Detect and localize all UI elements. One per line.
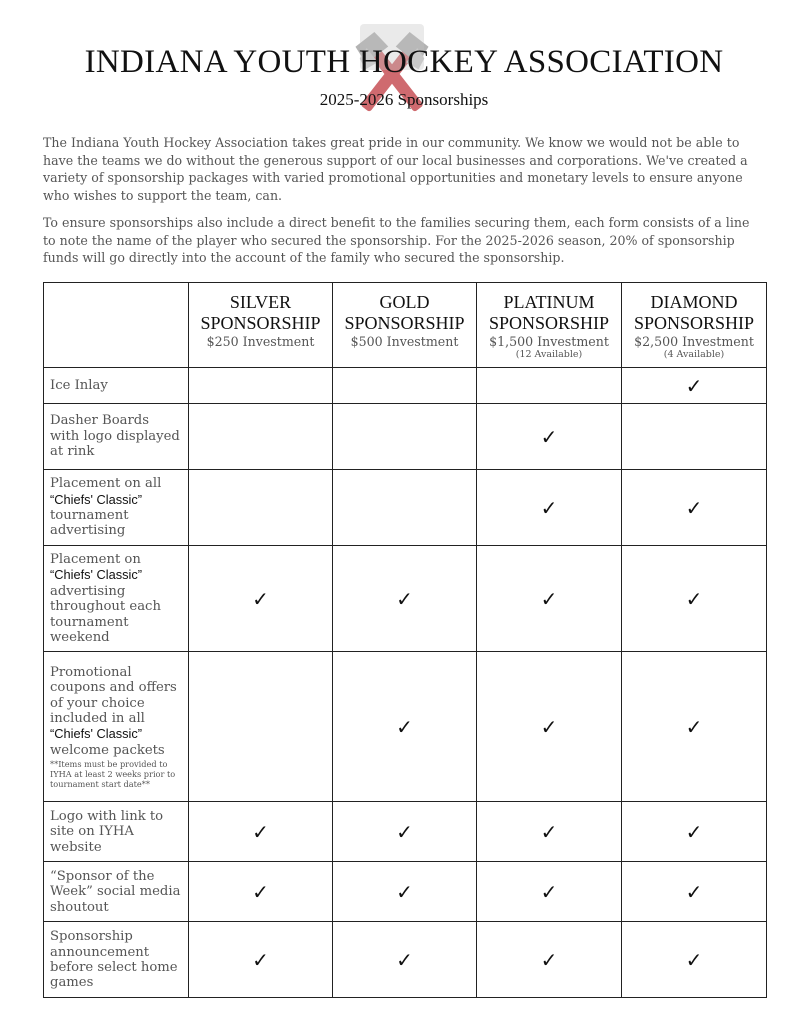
tier-cell: [477, 802, 622, 862]
feature-row: [44, 546, 767, 652]
feature-label: [44, 470, 189, 546]
feature-text: Sponsorship announcement before select home games: [50, 929, 178, 991]
checkmark-icon: ✓: [252, 879, 269, 904]
tier-cell: [189, 470, 333, 546]
checkmark-icon: ✓: [396, 879, 413, 904]
tier-price: $2,500 Investment: [634, 334, 754, 349]
sponsorship-table: [43, 282, 767, 998]
tier-cell: [333, 470, 477, 546]
feature-label: [44, 922, 189, 998]
checkmark-icon: ✓: [685, 947, 703, 972]
tier-name: PLATINUM SPONSORSHIP: [488, 292, 610, 333]
tier-price: $1,500 Investment: [489, 334, 609, 349]
checkmark-icon: ✓: [540, 495, 558, 520]
tier-cell: [622, 368, 767, 404]
tier-cell: [477, 368, 622, 404]
checkmark-icon: ✓: [685, 819, 703, 844]
checkmark-icon: ✓: [685, 373, 703, 398]
tier-price: $500 Investment: [350, 334, 459, 349]
feature-row: [44, 470, 767, 546]
feature-text: advertising throughout each tournament weekend: [50, 583, 161, 646]
page-title: INDIANA YOUTH HOCKEY ASSOCIATION: [84, 44, 724, 80]
feature-text: Promotional coupons and offers of your choice included in all: [50, 664, 177, 726]
tier-cell: [189, 652, 333, 802]
tier-cell: [333, 862, 477, 922]
tier-header-diamond: [622, 283, 767, 368]
feature-label: [44, 862, 189, 922]
tier-cell: [622, 546, 767, 652]
page-subtitle: 2025-2026 Sponsorships: [319, 90, 489, 109]
feature-text: Logo with link to site on IYHA website: [50, 808, 164, 855]
feature-text: tournament advertising: [50, 508, 129, 539]
tier-cell: [477, 652, 622, 802]
checkmark-icon: ✓: [540, 879, 558, 904]
tier-cell: [477, 404, 622, 470]
tier-name: GOLD SPONSORSHIP: [344, 292, 465, 333]
tier-cell: [622, 922, 767, 998]
checkmark-icon: ✓: [685, 495, 703, 520]
tier-header-row: [44, 283, 767, 368]
tier-header-silver: [189, 283, 333, 368]
tier-cell: [333, 546, 477, 652]
tier-cell: [622, 404, 767, 470]
tier-cell: [622, 652, 767, 802]
checkmark-icon: ✓: [396, 947, 413, 972]
feature-row: [44, 404, 767, 470]
chiefs-classic-label: “Chiefs' Classic”: [50, 726, 143, 742]
checkmark-icon: ✓: [540, 586, 558, 611]
tier-cell: [189, 862, 333, 922]
checkmark-icon: ✓: [540, 714, 558, 739]
tier-cell: [189, 404, 333, 470]
header-empty-cell: [44, 283, 189, 368]
tier-header-gold: [333, 283, 477, 368]
tier-cell: [333, 802, 477, 862]
tier-cell: [189, 802, 333, 862]
feature-row: [44, 652, 767, 802]
tier-cell: [333, 652, 477, 802]
feature-row: [44, 802, 767, 862]
tier-header-platinum: [477, 283, 622, 368]
checkmark-icon: ✓: [685, 879, 703, 904]
chiefs-classic-label: “Chiefs' Classic”: [50, 567, 143, 583]
checkmark-icon: ✓: [685, 586, 703, 611]
checkmark-icon: ✓: [252, 586, 269, 611]
feature-row: [44, 862, 767, 922]
checkmark-icon: ✓: [540, 947, 558, 972]
feature-label: [44, 546, 189, 652]
feature-text: “Sponsor of the Week” social media shoutout: [50, 868, 181, 915]
feature-label: [44, 802, 189, 862]
feature-text: Placement on all: [50, 476, 162, 492]
checkmark-icon: ✓: [396, 586, 413, 611]
tier-cell: [477, 862, 622, 922]
tier-cell: [333, 404, 477, 470]
feature-label: [44, 404, 189, 470]
intro-paragraph: The Indiana Youth Hockey Association takes great pride in our community. We know we would not be able to have the teams we do without the generous support of our local businesses and corporations. We've created a variety of sponsorship packages with varied promotional opportunities and monetary levels to ensure anyone who wishes to support the team, can.: [43, 135, 748, 203]
feature-text: Dasher Boards with logo displayed at rink: [50, 413, 180, 460]
tier-cell: [333, 368, 477, 404]
checkmark-icon: ✓: [540, 819, 558, 844]
feature-note: **Items must be provided to IYHA at least 2 weeks prior to tournament start date**: [50, 759, 176, 790]
tier-cell: [477, 470, 622, 546]
benefit-paragraph: To ensure sponsorships also include a direct benefit to the families securing them, each form consists of a line to note the name of the player who secured the sponsorship. For the 2025-2026 season, 20% of sponsorship funds will go directly into the account of the family who secured the sponsorship.: [43, 215, 750, 265]
tier-availability: (4 Available): [663, 349, 725, 360]
tier-price: $250 Investment: [206, 334, 315, 349]
checkmark-icon: ✓: [685, 714, 703, 739]
checkmark-icon: ✓: [540, 424, 558, 449]
tier-cell: [333, 922, 477, 998]
tier-name: DIAMOND SPONSORSHIP: [633, 292, 755, 333]
checkmark-icon: ✓: [252, 819, 269, 844]
chiefs-classic-label: “Chiefs' Classic”: [50, 491, 143, 507]
feature-text: welcome packets: [50, 742, 165, 758]
feature-label: [44, 652, 189, 802]
checkmark-icon: ✓: [396, 714, 413, 739]
tier-cell: [477, 922, 622, 998]
tier-cell: [622, 470, 767, 546]
tier-cell: [622, 802, 767, 862]
tier-cell: [477, 546, 622, 652]
tier-cell: [189, 368, 333, 404]
tier-cell: [189, 546, 333, 652]
tier-cell: [622, 862, 767, 922]
checkmark-icon: ✓: [396, 819, 413, 844]
checkmark-icon: ✓: [252, 947, 269, 972]
feature-text: Ice Inlay: [50, 377, 108, 393]
tier-cell: [189, 922, 333, 998]
feature-label: [44, 368, 189, 404]
feature-row: [44, 368, 767, 404]
tier-availability: (12 Available): [515, 349, 583, 360]
feature-row: [44, 922, 767, 998]
feature-text: Placement on: [50, 552, 141, 567]
tier-name: SILVER SPONSORSHIP: [200, 292, 321, 333]
